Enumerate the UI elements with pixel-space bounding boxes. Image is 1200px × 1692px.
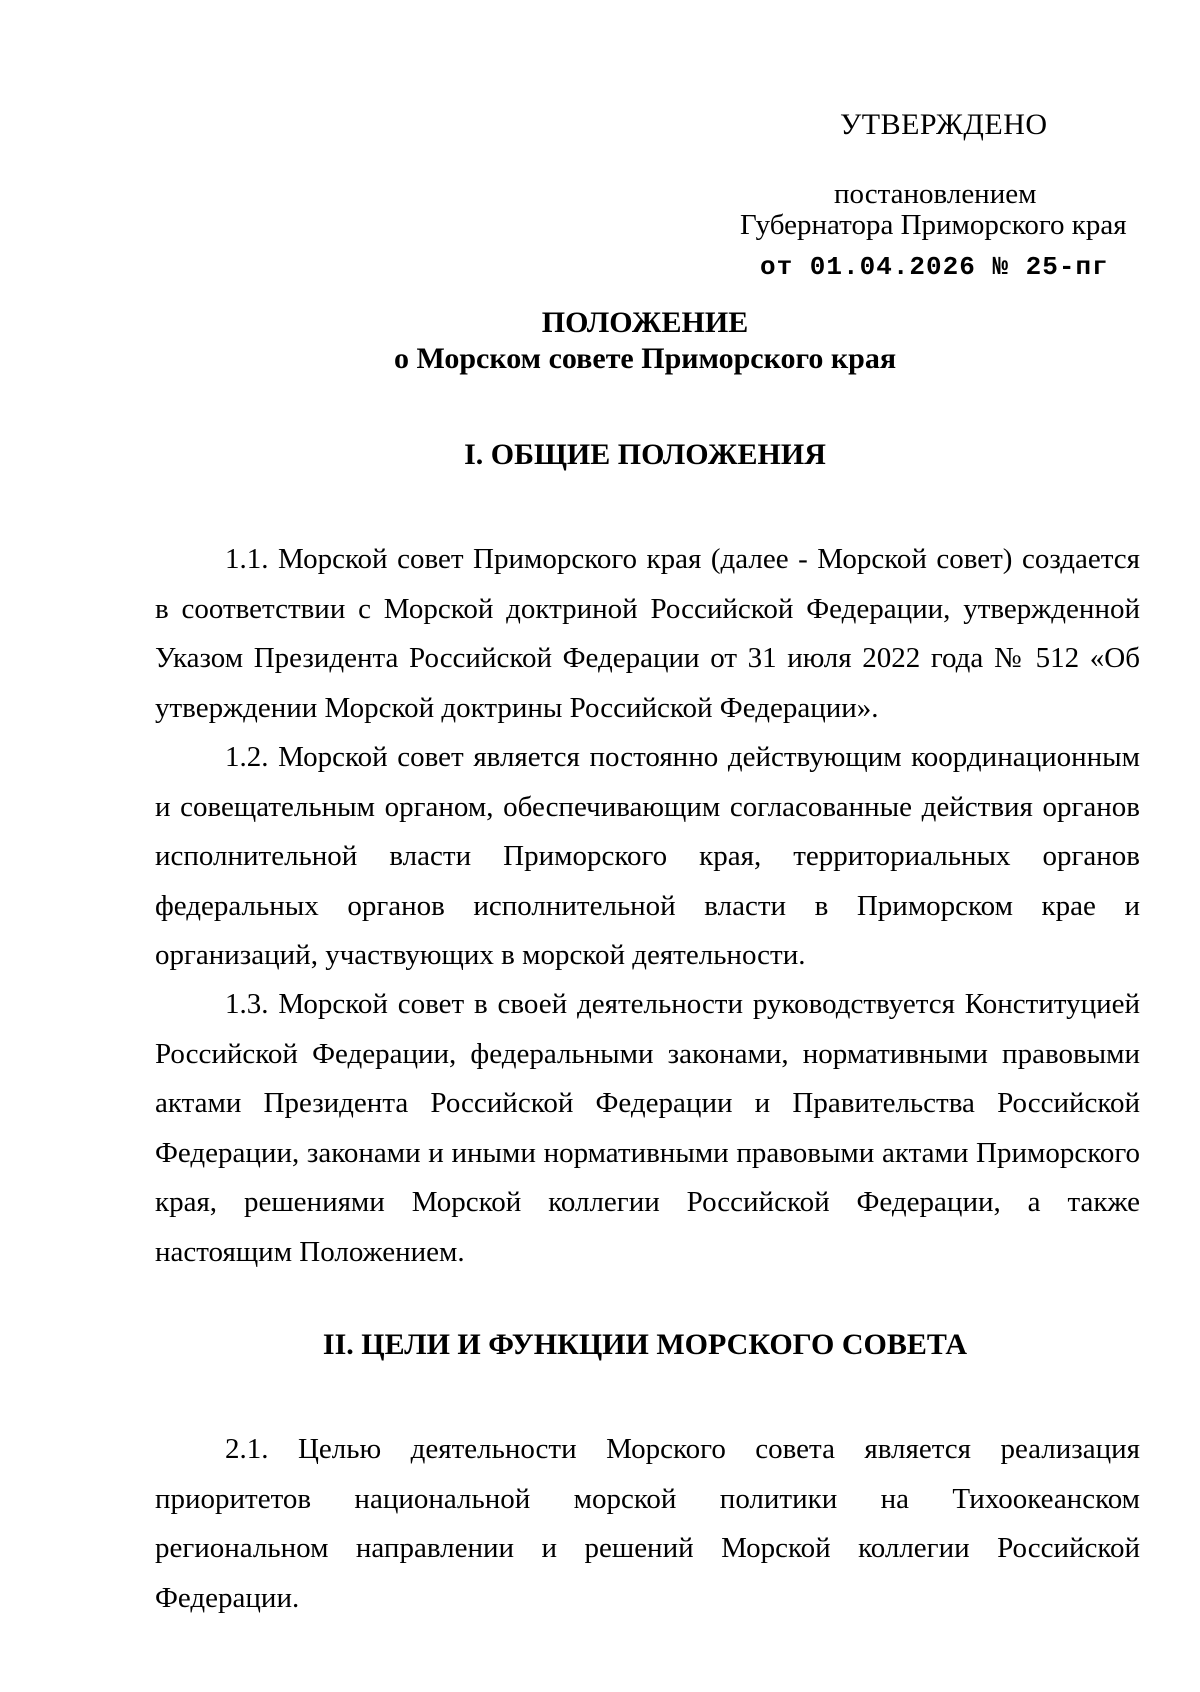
paragraph-1-3: 1.3. Морской совет в своей деятельности руководствуется Конституцией Российской Федерации, федеральными законами, нормативными правовыми актами Президента Российской Федерации и Правительства Российской Федерации, законами и иными нормативными правовыми актами Приморского края, решениями Морской коллегии Российской Федерации, а также настоящим Положением. [155, 988, 1140, 1268]
approval-authority: Губернатора Приморского края [740, 209, 1127, 241]
section-heading-general: I. ОБЩИЕ ПОЛОЖЕНИЯ [464, 438, 826, 471]
paragraph-1-1: 1.1. Морской совет Приморского края (далее - Морской совет) создается в соответствии с Морской доктриной Российской Федерации, утвержденной Указом Президента Российской Федерации от 31 июля 2022 года № 512 «Об утверждении Морской доктрины Российской Федерации». [155, 543, 1140, 724]
section-heading-goals: II. ЦЕЛИ И ФУНКЦИИ МОРСКОГО СОВЕТА [322, 1328, 968, 1361]
paragraph-2-1: 2.1. Целью деятельности Морского совета является реализация приоритетов национальной морской политики на Тихоокеанском региональном направлении и решений Морской коллегии Российской Федерации. [155, 1433, 1140, 1614]
approval-by: постановлением [834, 178, 1037, 210]
paragraph-1-2: 1.2. Морской совет является постоянно действующим координационным и совещательным органом, обеспечивающим согласованные действия органов исполнительной власти Приморского края, территориальных органов федеральных органов исполнительной власти в Приморском крае и организаций, участвующих в морской деятельности. [155, 741, 1140, 971]
document-subtitle: о Морском совете Приморского края [393, 342, 897, 375]
document-title: ПОЛОЖЕНИЕ [541, 306, 749, 339]
approval-stamp-title: УТВЕРЖДЕНО [840, 108, 1048, 141]
approval-date-number: от 01.04.2026 № 25-пг [760, 252, 1109, 282]
